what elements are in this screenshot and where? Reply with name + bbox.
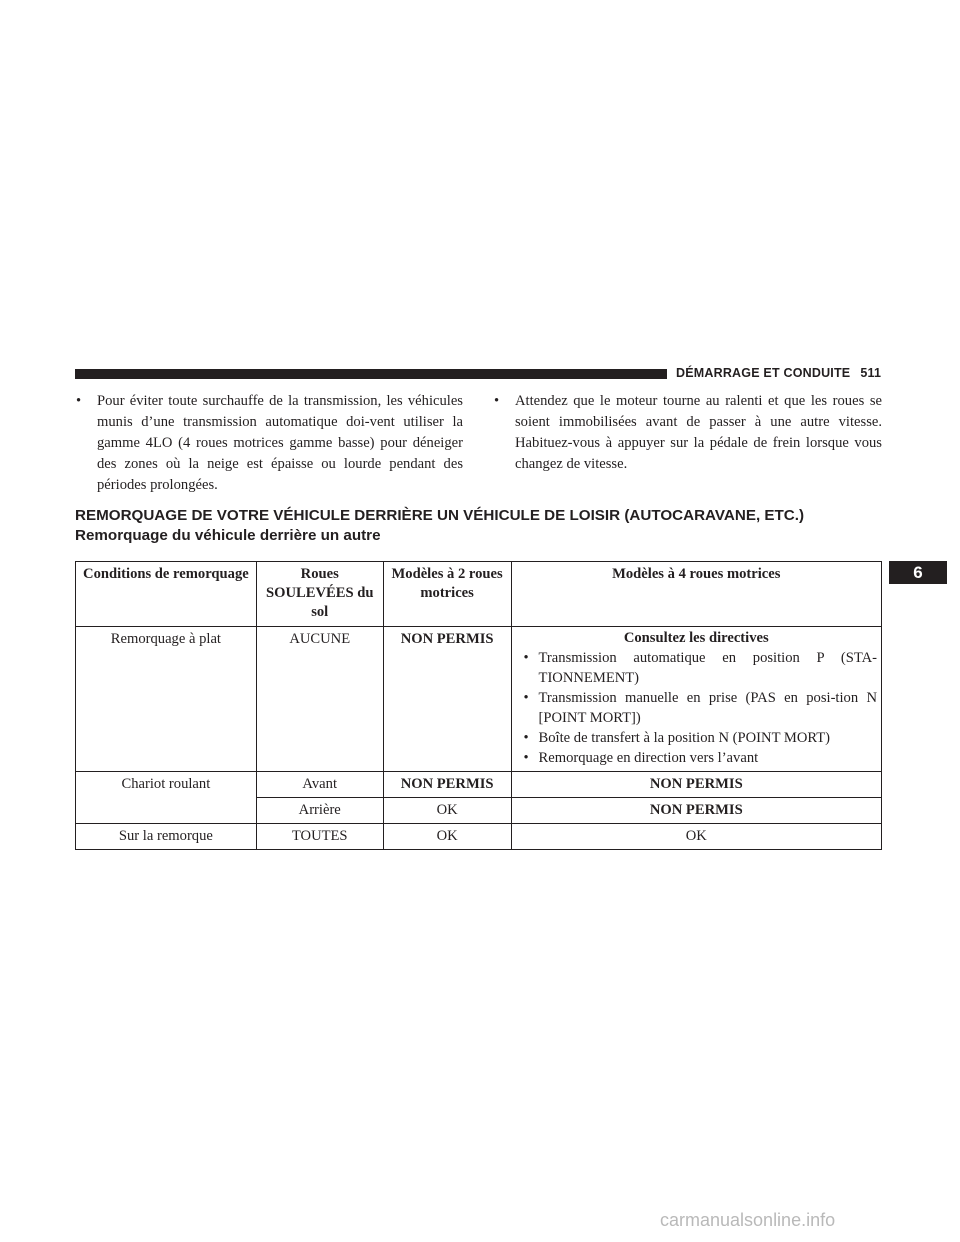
directive-item [516, 688, 877, 728]
directive-item [516, 728, 877, 748]
cell-condition: Chariot roulant [76, 772, 257, 824]
bullet-text: Attendez que le moteur tourne au ralenti et que les roues se soient immobilisées avant de passer à une autre vitesse. Habituez-vous à appuyer sur la pédale de frein lorsque vous changez de vitesse. [515, 393, 882, 472]
bullet-dot: • [523, 730, 529, 746]
header-4wd: Modèles à 4 roues motrices [511, 562, 881, 627]
cell-2wd: NON PERMIS [383, 627, 511, 772]
table-row-flat-tow [76, 627, 882, 772]
section-subtitle: Remorquage du véhicule derrière un autre [75, 527, 381, 544]
section-title: REMORQUAGE DE VOTRE VÉHICULE DERRIÈRE UN VÉHICULE DE LOISIR (AUTOCARAVANE, ETC.) [75, 507, 805, 524]
table-row-on-trailer [76, 824, 882, 850]
cell-wheels: TOUTES [256, 824, 383, 850]
cell-2wd: NON PERMIS [383, 772, 511, 798]
cell-4wd-directives [511, 627, 881, 772]
cell-wheels: Arrière [256, 798, 383, 824]
bullet-dot: • [523, 650, 529, 666]
header-wheels-raised: Roues SOULEVÉES du sol [256, 562, 383, 627]
directive-text: Boîte de transfert à la position N (POINT MORT) [538, 730, 831, 746]
cell-2wd: OK [383, 798, 511, 824]
cell-2wd: OK [383, 824, 511, 850]
directive-text: Transmission automatique en position P (STA-TIONNEMENT) [538, 650, 877, 686]
directive-text: Transmission manuelle en prise (PAS en posi-tion N [POINT MORT]) [538, 690, 877, 726]
directive-item [516, 748, 877, 768]
bullet-dot: • [523, 750, 529, 766]
header-conditions: Conditions de remorquage [76, 562, 257, 627]
table-header-row [76, 562, 882, 627]
page-number: 511 [860, 366, 882, 380]
left-column [75, 391, 463, 496]
cell-wheels: Avant [256, 772, 383, 798]
chapter-tab: 6 [889, 561, 947, 584]
bullet-item [75, 391, 463, 496]
right-column [493, 391, 882, 475]
directive-text: Remorquage en direction vers l’avant [538, 750, 759, 766]
header-2wd: Modèles à 2 roues motrices [383, 562, 511, 627]
cell-condition: Remorquage à plat [76, 627, 257, 772]
towing-table [75, 561, 882, 850]
header-rule [75, 369, 667, 379]
cell-4wd: NON PERMIS [511, 798, 881, 824]
directives-title: Consultez les directives [623, 630, 769, 646]
bullet-dot: • [76, 393, 82, 409]
cell-wheels: AUCUNE [256, 627, 383, 772]
cell-4wd: OK [511, 824, 881, 850]
bullet-dot: • [523, 690, 529, 706]
directive-item [516, 648, 877, 688]
table-row-dolly-front [76, 772, 882, 798]
header-title: DÉMARRAGE ET CONDUITE [676, 366, 851, 380]
running-header [676, 366, 881, 380]
watermark: carmanualsonline.info [660, 1210, 836, 1230]
cell-condition: Sur la remorque [76, 824, 257, 850]
bullet-text: Pour éviter toute surchauffe de la transmission, les véhicules munis d’une transmission automatique doi-vent utiliser la gamme 4LO (4 roues motrices gamme basse) pour déneiger des zones où la neige est épaisse ou lourde pendant des périodes prolongées. [97, 393, 463, 493]
bullet-dot: • [494, 393, 500, 409]
cell-4wd: NON PERMIS [511, 772, 881, 798]
bullet-item [493, 391, 882, 475]
